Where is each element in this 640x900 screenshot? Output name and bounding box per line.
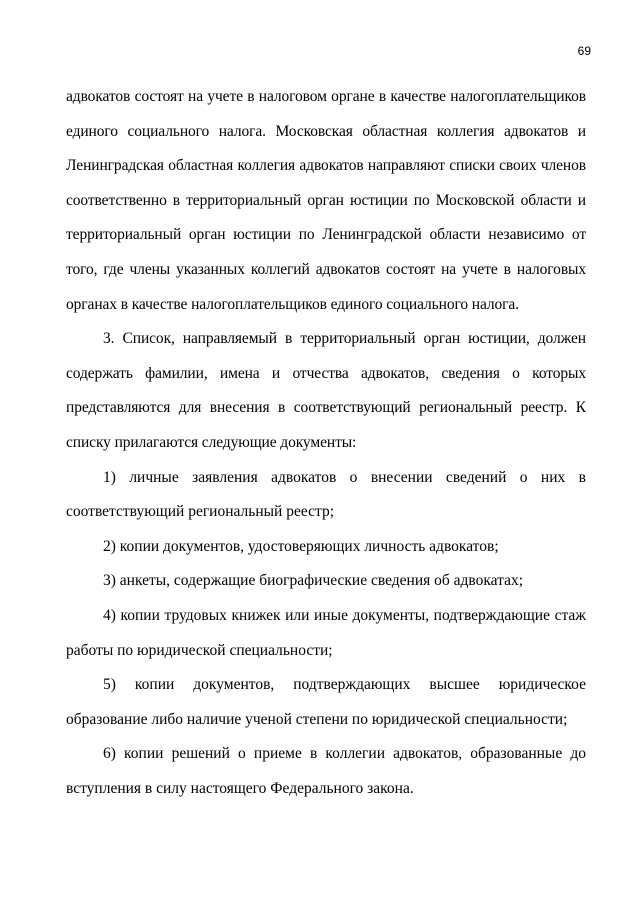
- list-item-5: 5) копии документов, подтверждающих высшее юридическое образование либо наличие ученой степени по юридической специальности;: [66, 676, 586, 728]
- paragraph-1: адвокатов состоят на учете в налоговом органе в качестве налогоплательщиков единого социального налога. Московская областная коллегия адвокатов и Ленинградская областная коллегия адвокатов направляют списки своих членов соответственно в территориальный орган юстиции по Московской области и территориальный орган юстиции по Ленинградской области независимо от того, где члены указанных коллегий адвокатов состоят на учете в налоговых органах в качестве налогоплательщиков единого социального налога.: [66, 88, 586, 313]
- list-item-6: 6) копии решений о приеме в коллегии адвокатов, образованные до вступления в силу настоящего Федерального закона.: [66, 745, 586, 797]
- list-item-2: 2) копии документов, удостоверяющих личность адвокатов;: [103, 537, 499, 555]
- page-body: [66, 80, 586, 806]
- list-item-4: 4) копии трудовых книжек или иные документы, подтверждающие стаж работы по юридической специальности;: [66, 606, 586, 659]
- list-item-1: 1) личные заявления адвокатов о внесении сведений о них в соответствующий региональный реестр;: [66, 468, 586, 521]
- list-item-3: 3) анкеты, содержащие биографические сведения об адвокатах;: [103, 572, 524, 590]
- paragraph-2: 3. Список, направляемый в территориальный орган юстиции, должен содержать фамилии, имена и отчества адвокатов, сведения о которых представляются для внесения в соответствующий региональный реестр. К списку прилагаются следующие документы:: [66, 330, 586, 451]
- page-number: 69: [577, 44, 591, 58]
